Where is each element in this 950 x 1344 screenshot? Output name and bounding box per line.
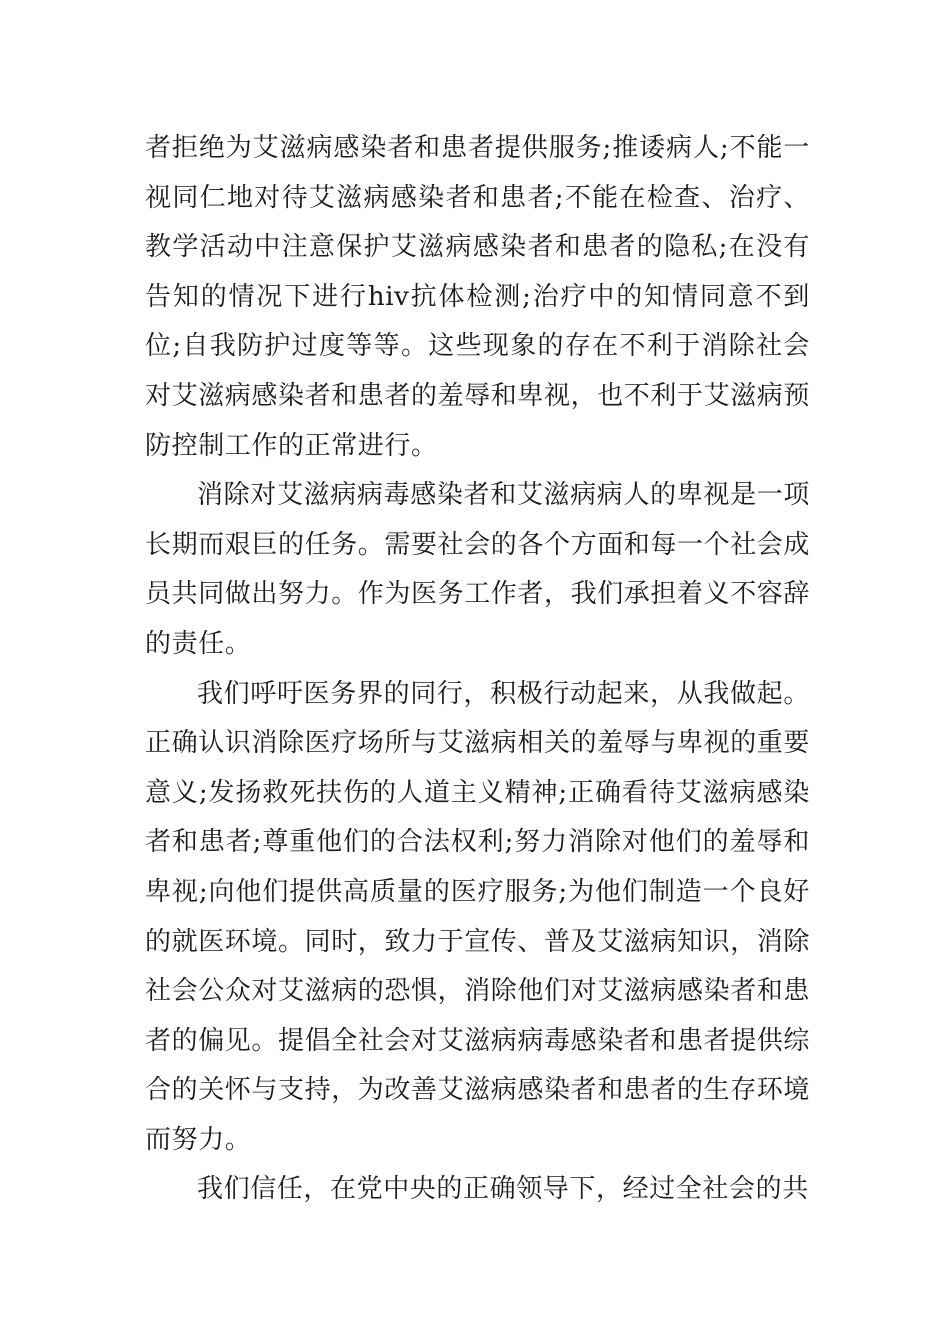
paragraph-appeal: 我们呼吁医务界的同行，积极行动起来，从我做起。正确认识消除医疗场所与艾滋病相关的羞辱与卑视的重要意义;发扬救死扶伤的人道主义精神;正确看待艾滋病感染者和患者;尊重他们的合法权利;努力消除对他们的羞辱和卑视;向他们提供高质量的医疗服务;为他们制造一个良好的就医环境。同时，致力于宣传、普及艾滋病知识，消除社会公众对艾滋病的恐惧，消除他们对艾滋病感染者和患者的偏见。提倡全社会对艾滋病病毒感染者和患者提供综合的关怀与支持，为改善艾滋病感染者和患者的生存环境而努力。 — [145, 678, 811, 1155]
paragraph-continued: 者拒绝为艾滋病感染者和患者提供服务;推诿病人;不能一视同仁地对待艾滋病感染者和患者;不能在检查、治疗、教学活动中注意保护艾滋病感染者和患者的隐私;在没有告知的情况下进行hiv抗体检测;治疗中的知情同意不到位;自我防护过度等等。这些现象的存在不利于消除社会对艾滋病感染者和患者的羞辱和卑视，也不利于艾滋病预防控制工作的正常进行。 — [145, 133, 811, 461]
paragraph-belief: 我们信任，在党中央的正确领导下，经过全社会的共 — [197, 1174, 809, 1205]
paragraph-task: 消除对艾滋病病毒感染者和艾滋病病人的卑视是一项长期而艰巨的任务。需要社会的各个方面和每一个社会成员共同做出努力。作为医务工作者，我们承担着义不容辞的责任。 — [145, 480, 811, 659]
body-text — [145, 124, 810, 1215]
